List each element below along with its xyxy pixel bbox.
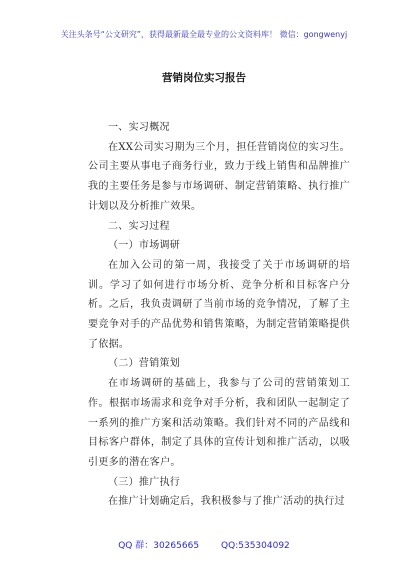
paragraph-market-research: 在加入公司的第一周，我接受了关于市场调研的培训。学习了如何进行市场分析、竞争分析和目标客户分析。之后，我负责调研了当前市场的竞争情况，了解了主要竞争对手的产品优势和销售策略，为制定营销策略提供了依据。	[88, 259, 350, 350]
footer-qq: QQ:535304092	[221, 541, 290, 551]
paragraph-promotion-execution: 在推广计划确定后，我积极参与了推广活动的执行过	[108, 496, 345, 508]
subheading-marketing-planning: （二）营销策划	[108, 358, 181, 370]
header-banner: 关注头条号“公文研究”，获得最新最全最专业的公文资料库！ 微信：gongwenyj	[60, 30, 348, 39]
section-heading-overview: 一、实习概况	[108, 122, 170, 133]
paragraph-marketing-planning: 在市场调研的基础上，我参与了公司的营销策划工作。根据市场需求和竞争对手分析，我和团队一起制定了一系列的推广方案和活动策略。我们针对不同的产品线和目标客户群体，制定了具体的宣传计划和推广活动，以吸引更多的潜在客户。	[88, 378, 350, 468]
footer-contact	[0, 538, 408, 551]
footer-qq-group: QQ 群：30265665	[118, 541, 200, 551]
subheading-market-research: （一）市场调研	[108, 240, 181, 252]
document-body	[88, 118, 350, 512]
document-title: 营销岗位实习报告	[162, 72, 246, 84]
paragraph-overview: 在XX公司实习期为三个月，担任营销岗位的实习生。公司主要从事电子商务行业，致力于线上销售和品牌推广我的主要任务是参与市场调研、制定营销策略、执行推广计划以及分析推广效果。	[88, 141, 350, 212]
subheading-promotion-execution: （三）推广执行	[108, 476, 181, 488]
section-heading-process: 二、实习过程	[108, 220, 170, 232]
